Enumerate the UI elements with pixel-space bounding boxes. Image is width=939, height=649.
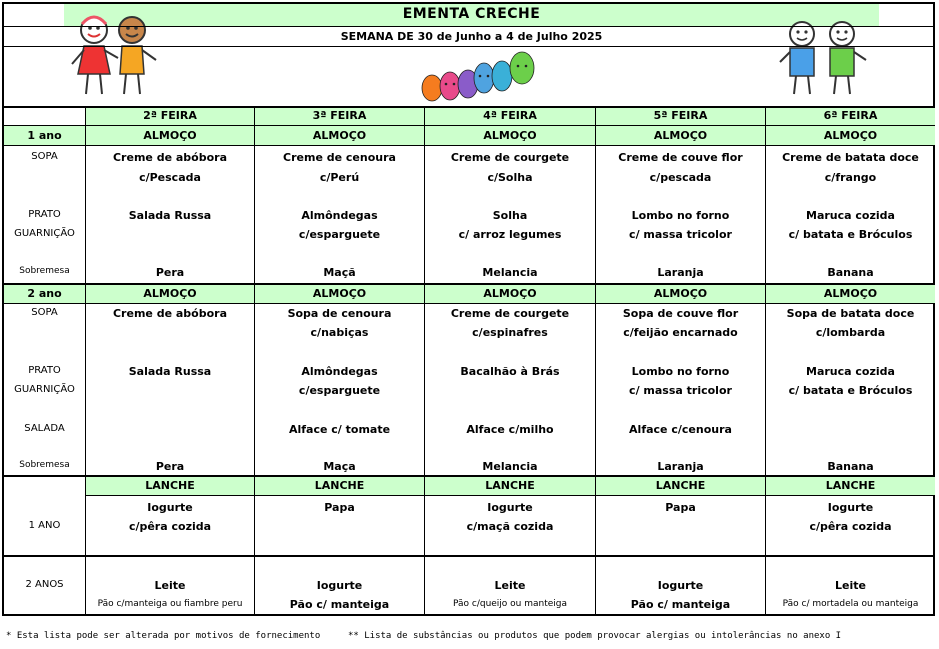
s2-sopa-line1: Sopa de batata doce <box>786 307 915 320</box>
grid-line <box>4 145 935 146</box>
section2-meal: ALMOÇO <box>653 287 708 300</box>
lanche-2-line2: Pão c/manteiga ou fiambre peru <box>97 599 243 609</box>
s1-prato-line1: Salada Russa <box>128 209 212 222</box>
lanche-2-line1: Iogurte <box>316 579 363 592</box>
page-title: EMENTA CRECHE <box>402 6 541 22</box>
lanche-2-line2: Pão c/ manteiga <box>289 598 390 611</box>
grid-line <box>4 555 935 557</box>
lanche-2-line1: Iogurte <box>657 579 704 592</box>
lanche-header: LANCHE <box>825 479 876 492</box>
section2-meal: ALMOÇO <box>143 287 197 300</box>
footer-note-supply: * Esta lista pode ser alterada por motivos de fornecimento <box>6 631 321 641</box>
s2-sopa-line1: Sopa de cenoura <box>287 307 392 320</box>
day-header: 3ª FEIRA <box>312 109 367 122</box>
row-label-sopa: SOPA <box>31 151 58 162</box>
s1-prato-line2: c/ massa tricolor <box>629 228 732 241</box>
s2-salada: Alface c/ tomate <box>288 423 391 436</box>
s2-prato-line1: Lombo no forno <box>631 365 730 378</box>
s1-prato-line1: Almôndegas <box>301 209 378 222</box>
grid-line <box>4 303 935 304</box>
day-header: 2ª FEIRA <box>143 109 197 122</box>
s2-sopa-line2: c/lombarda <box>815 326 886 339</box>
s1-sopa-line1: Creme de batata doce <box>782 151 919 164</box>
s1-sopa-line1: Creme de couve flor <box>618 151 743 164</box>
grid-line <box>4 26 935 27</box>
s2-sopa-line2: c/nabiças <box>310 326 369 339</box>
row-label-guarnicao: GUARNIÇÃO <box>14 384 75 395</box>
s2-salada: Alface c/milho <box>466 423 554 436</box>
s2-prato-line1: Almôndegas <box>301 365 378 378</box>
footer-note-allergens: ** Lista de substâncias ou produtos que podem provocar alergias ou intolerâncias no anexo I <box>348 631 842 641</box>
lanche-2-line2: Pão c/ manteiga <box>630 598 731 611</box>
grid-line <box>4 106 935 108</box>
s2-sopa-line1: Sopa de couve flor <box>622 307 739 320</box>
lanche-header: LANCHE <box>314 479 365 492</box>
row-label-sopa: SOPA <box>31 307 58 318</box>
s2-sopa-line2: c/espinafres <box>472 326 548 339</box>
lanche-2-line1: Leite <box>154 579 186 592</box>
s2-prato-line2: c/ batata e Bróculos <box>788 384 913 397</box>
grid-line <box>85 495 935 496</box>
s1-sopa-line2: c/Pescada <box>139 171 201 184</box>
lanche-1-line1: Iogurte <box>827 501 874 514</box>
s2-sobremesa: Laranja <box>657 460 704 473</box>
s2-prato-line1: Maruca cozida <box>806 365 895 378</box>
row-label-salada: SALADA <box>24 423 65 434</box>
s1-sobremesa: Pera <box>155 266 185 279</box>
kids-drawing-left-icon <box>66 8 162 98</box>
section1-age: 1 ano <box>27 129 62 142</box>
day-header: 4ª FEIRA <box>483 109 537 122</box>
s1-sopa-line2: c/pescada <box>649 171 712 184</box>
s2-salada: Alface c/cenoura <box>629 423 732 436</box>
lanche-1-line2: c/pêra cozida <box>128 520 212 533</box>
lanche-2-line1: Leite <box>835 579 866 592</box>
lanche-header: LANCHE <box>655 479 706 492</box>
lanche-2-line1: Leite <box>494 579 526 592</box>
lanche-1-line2: c/maçã cozida <box>466 520 554 533</box>
grid-line <box>4 46 935 47</box>
s2-sopa-line1: Creme de courgete <box>450 307 570 320</box>
s1-sopa-line1: Creme de abóbora <box>112 151 227 164</box>
s1-prato-line1: Solha <box>492 209 528 222</box>
s1-prato-line2: c/esparguete <box>298 228 381 241</box>
row-label-2-anos: 2 ANOS <box>25 579 64 590</box>
s1-sobremesa: Banana <box>827 266 874 279</box>
row-label-sobremesa: Sobremesa <box>19 460 70 470</box>
lanche-header: LANCHE <box>145 479 195 492</box>
s2-sobremesa: Melancia <box>482 460 538 473</box>
day-header: 6ª FEIRA <box>823 109 878 122</box>
row-label-1-ano: 1 ANO <box>28 520 61 531</box>
row-label-prato: PRATO <box>28 365 61 376</box>
s1-sobremesa: Melancia <box>482 266 538 279</box>
section1-meal: ALMOÇO <box>653 129 708 142</box>
s1-sopa-line2: c/Solha <box>487 171 533 184</box>
s2-prato-line1: Salada Russa <box>128 365 212 378</box>
colorful-hands-icon <box>418 48 544 104</box>
s1-sobremesa: Maçã <box>323 266 356 279</box>
s2-prato-line2: c/ massa tricolor <box>629 384 732 397</box>
row-label-guarnicao: GUARNIÇÃO <box>14 228 75 239</box>
row-label-sobremesa: Sobremesa <box>19 266 70 276</box>
section1-meal: ALMOÇO <box>823 129 878 142</box>
s1-sopa-line1: Creme de courgete <box>450 151 570 164</box>
grid-line <box>4 283 935 285</box>
lanche-1-line2: c/pêra cozida <box>809 520 892 533</box>
lanche-1-line1: Iogurte <box>147 501 193 514</box>
s1-prato-line2: c/ batata e Bróculos <box>788 228 913 241</box>
section2-meal: ALMOÇO <box>483 287 537 300</box>
lanche-2-line2: Pão c/ mortadela ou manteiga <box>782 599 919 609</box>
day-header: 5ª FEIRA <box>653 109 708 122</box>
section2-meal: ALMOÇO <box>823 287 878 300</box>
s1-sopa-line2: c/Perú <box>319 171 360 184</box>
lanche-1-line1: Iogurte <box>487 501 533 514</box>
s2-sobremesa: Maça <box>323 460 356 473</box>
week-subtitle: SEMANA DE 30 de Junho a 4 de Julho 2025 <box>340 30 603 43</box>
s2-prato-line1: Bacalhão à Brás <box>460 365 560 378</box>
lanche-header: LANCHE <box>485 479 535 492</box>
lanche-1-line1: Papa <box>324 501 355 514</box>
section2-meal: ALMOÇO <box>312 287 367 300</box>
section1-meal: ALMOÇO <box>312 129 367 142</box>
s1-prato-line1: Lombo no forno <box>631 209 730 222</box>
row-label-prato: PRATO <box>28 209 61 220</box>
s1-prato-line1: Maruca cozida <box>806 209 895 222</box>
s2-sopa-line2: c/feijão encarnado <box>623 326 738 339</box>
section1-meal: ALMOÇO <box>143 129 197 142</box>
section2-age: 2 ano <box>27 287 62 300</box>
s2-prato-line2: c/esparguete <box>298 384 381 397</box>
s1-sobremesa: Laranja <box>657 266 704 279</box>
lanche-2-line2: Pão c/queijo ou manteiga <box>452 599 568 609</box>
section1-meal: ALMOÇO <box>483 129 537 142</box>
s2-sopa-line1: Creme de abóbora <box>112 307 227 320</box>
lanche-1-line1: Papa <box>665 501 696 514</box>
s1-sopa-line2: c/frango <box>824 171 877 184</box>
grid-line <box>4 125 935 126</box>
s2-sobremesa: Pera <box>155 460 185 473</box>
s1-sopa-line1: Creme de cenoura <box>283 151 396 164</box>
s1-prato-line2: c/ arroz legumes <box>458 228 562 241</box>
s2-sobremesa: Banana <box>827 460 874 473</box>
grid-line <box>4 475 935 477</box>
